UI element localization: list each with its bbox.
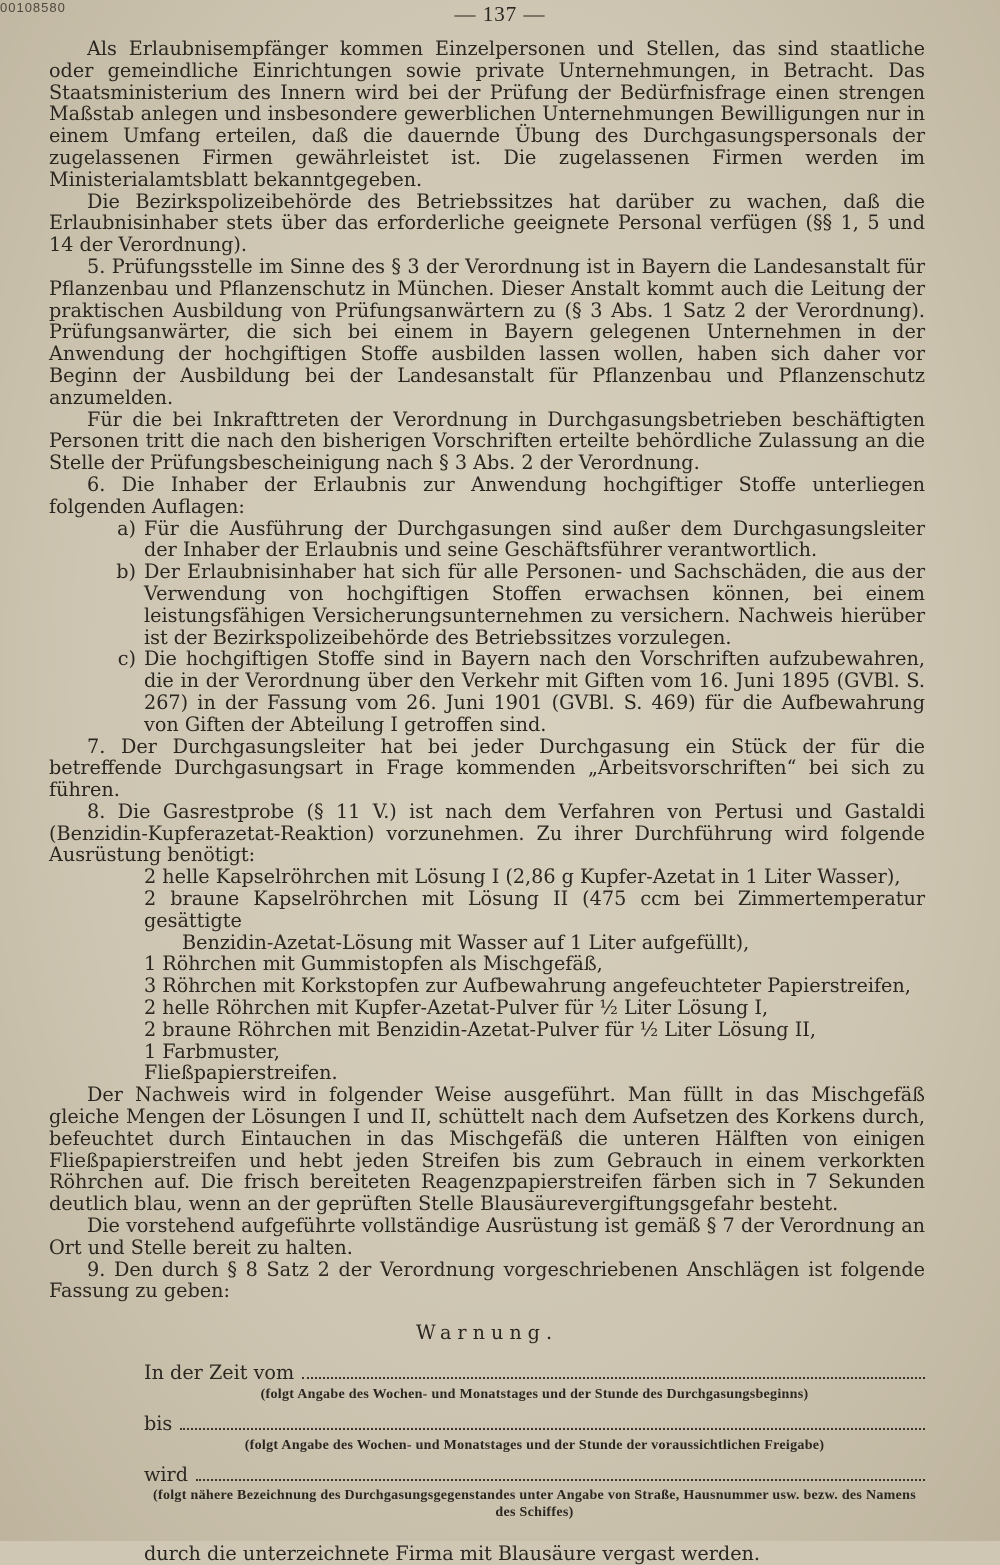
dotted-fill-line	[180, 1414, 925, 1430]
form-line-label: wird	[144, 1462, 189, 1486]
list-item-text: Die hochgiftigen Stoffe sind in Bayern nach den Vorschriften aufzubewahren, die in der Verordnung über den Verkehr mit Giften vom 16. Juni 1895 (GVBl. S. 267) in der Fassung vom 26. Juni 1901 (GVBl. S. 469) für die Aufbewahrung von Giften der Abteilung I getroffen sind.	[144, 647, 925, 736]
form-line-zeit-vom	[144, 1362, 925, 1384]
list-item-label: a)	[117, 516, 136, 540]
equipment-item-continuation: Benzidin-Azetat-Lösung mit Wasser auf 1 Liter aufgefüllt),	[182, 930, 750, 954]
warning-title: Warnung.	[415, 1321, 559, 1345]
dotted-fill-line	[302, 1363, 925, 1379]
equipment-item: 2 helle Röhrchen mit Kupfer-Azetat-Pulver für ½ Liter Lösung I,	[144, 996, 769, 1020]
form-line-wird	[144, 1464, 925, 1486]
page-number: — 137 —	[454, 2, 546, 26]
form-line-bis	[144, 1413, 925, 1435]
list-item	[49, 648, 925, 735]
list-item-label: c)	[117, 647, 136, 671]
list-item	[49, 561, 925, 648]
list-item-label: b)	[116, 560, 136, 584]
equipment-item: 2 helle Kapselröhrchen mit Lösung I (2,86 g Kupfer-Azetat in 1 Liter Wasser),	[144, 865, 901, 889]
equipment-item: 2 braune Röhrchen mit Benzidin-Azetat-Pulver für ½ Liter Lösung II,	[144, 1017, 816, 1041]
equipment-item: 1 Röhrchen mit Gummistopfen als Mischgefäß,	[144, 952, 603, 976]
equipment-list	[144, 866, 925, 1084]
document-body	[49, 38, 925, 1565]
form-line-note: (folgt nähere Bezeichnung des Durchgasungsgegenstandes unter Angabe von Straße, Hausnummer usw. bezw. des Namens des Schiffes)	[153, 1488, 916, 1521]
list-item-text: Der Erlaubnisinhaber hat sich für alle Personen- und Sachschäden, die aus der Verwendung von hochgiftigen Stoffen erwachsen können, bei einem leistungsfähigen Versicherungsunternehmen zu versichern. Nachweis hierüber ist der Bezirkspolizeibehörde des Betriebssitzes vorzulegen.	[144, 560, 925, 649]
equipment-item: 3 Röhrchen mit Korkstopfen zur Aufbewahrung angefeuchteter Papierstreifen,	[144, 974, 911, 998]
list-item	[49, 518, 925, 562]
auflagen-list	[49, 518, 925, 736]
form-line-note: (folgt Angabe des Wochen- und Monatstages und der Stunde der voraussichtlichen Freigabe)	[244, 1437, 825, 1453]
paragraph-5-pruefungsstelle: 5. Prüfungsstelle im Sinne des § 3 der Verordnung ist in Bayern die Landesanstalt für Pflanzenbau und Pflanzenschutz in München. Dieser Anstalt kommt auch die Leitung der praktischen Ausbildung von Prüfungsanwärtern zu (§ 3 Abs. 1 Satz 2 der Verordnung). Prüfungsanwärter, die sich bei einem in Bayern gelegenen Unternehmen in der Anwendung der hochgiftigen Stoffe ausbilden lassen wollen, haben sich daher vor Beginn der Ausbildung bei der Landesanstalt für Pflanzenbau und Pflanzenschutz anzumelden.	[49, 254, 925, 409]
equipment-item: Fließpapierstreifen.	[144, 1061, 338, 1085]
paragraph-6-auflagen: 6. Die Inhaber der Erlaubnis zur Anwendung hochgiftiger Stoffe unterliegen folgenden Auflagen:	[49, 472, 925, 518]
form-line-label: bis	[144, 1411, 173, 1435]
paragraph-8-gasrestprobe: 8. Die Gasrestprobe (§ 11 V.) ist nach dem Verfahren von Pertusi und Gastaldi (Benzidin-Kupferazetat-Reaktion) vorzunehmen. Zu ihrer Durchführung wird folgende Ausrüstung benötigt:	[49, 799, 925, 867]
list-item-text: Für die Ausführung der Durchgasungen sind außer dem Durchgasungsleiter der Inhaber der Erlaubnis und seine Geschäftsführer verantwortlich.	[144, 516, 925, 562]
paragraph-bezirkspolizeibehoerde: Die Bezirkspolizeibehörde des Betriebssitzes hat darüber zu wachen, daß die Erlaubnisinhaber stets über das erforderliche geeignete Personal verfügen (§§ 1, 5 und 14 der Verordnung).	[49, 189, 925, 257]
form-line-note: (folgt Angabe des Wochen- und Monatstages und der Stunde des Durchgasungsbeginns)	[260, 1386, 809, 1402]
paragraph-7-arbeitsvorschriften: 7. Der Durchgasungsleiter hat bei jeder Durchgasung ein Stück der für die betreffende Durchgasungsart in Frage kommenden „Arbeitsvorschriften“ bei sich zu führen.	[49, 734, 925, 802]
paragraph-ausruestung: Die vorstehend aufgeführte vollständige Ausrüstung ist gemäß § 7 der Verordnung an Ort und Stelle bereit zu halten.	[49, 1214, 925, 1259]
paragraph-nachweis: Der Nachweis wird in folgender Weise ausgeführt. Man füllt in das Mischgefäß gleiche Mengen der Lösungen I und II, schüttelt nach dem Aufsetzen des Korkens durch, befeuchtet durch Eintauchen in das Mischgefäß die unteren Hälften von einigen Fließpapierstreifen und hebt jeden Streifen bis zum Gebrauch in einem verkorkten Röhrchen auf. Die frisch bereiteten Reagenzpapierstreifen färben sich in 7 Sekunden deutlich blau, wenn an der geprüften Stelle Blausäurevergiftungsgefahr besteht.	[49, 1083, 925, 1216]
paragraph-erlaubnisempfaenger: Als Erlaubnisempfänger kommen Einzelpersonen und Stellen, das sind staatliche oder gemeindliche Einrichtungen sowie private Unternehmungen, in Betracht. Das Staatsministerium des Innern wird bei der Prüfung der Bedürfnisfrage einen strengen Maßstab anlegen und insbesondere gewerblichen Unternehmungen Bewilligungen nur in einem Umfang erteilen, daß die dauernde Übung des Durchgasungspersonals der zugelassenen Firmen gewährleistet ist. Die zugelassenen Firmen werden im Ministerialamtsblatt bekanntgegeben.	[49, 37, 925, 191]
paragraph-5-inkrafttreten: Für die bei Inkrafttreten der Verordnung in Durchgasungsbetrieben beschäftigten Personen tritt die nach den bisherigen Vorschriften erteilte behördliche Zulassung an die Stelle der Prüfungsbescheinigung nach § 3 Abs. 2 der Verordnung.	[49, 407, 925, 475]
equipment-item: 2 braune Kapselröhrchen mit Lösung II (475 ccm bei Zimmertemperatur gesättigte	[144, 887, 925, 932]
warning-closing-line: durch die unterzeichnete Firma mit Blausäure vergast werden.	[144, 1542, 761, 1565]
dotted-fill-line	[196, 1465, 925, 1481]
form-line-label: In der Zeit vom	[144, 1361, 295, 1385]
archive-stamp: 00108580	[0, 0, 66, 15]
equipment-item: 1 Farbmuster,	[144, 1039, 280, 1063]
paragraph-9-anschlaege: 9. Den durch § 8 Satz 2 der Verordnung vorgeschriebenen Anschlägen ist folgende Fassung zu geben:	[49, 1257, 925, 1303]
